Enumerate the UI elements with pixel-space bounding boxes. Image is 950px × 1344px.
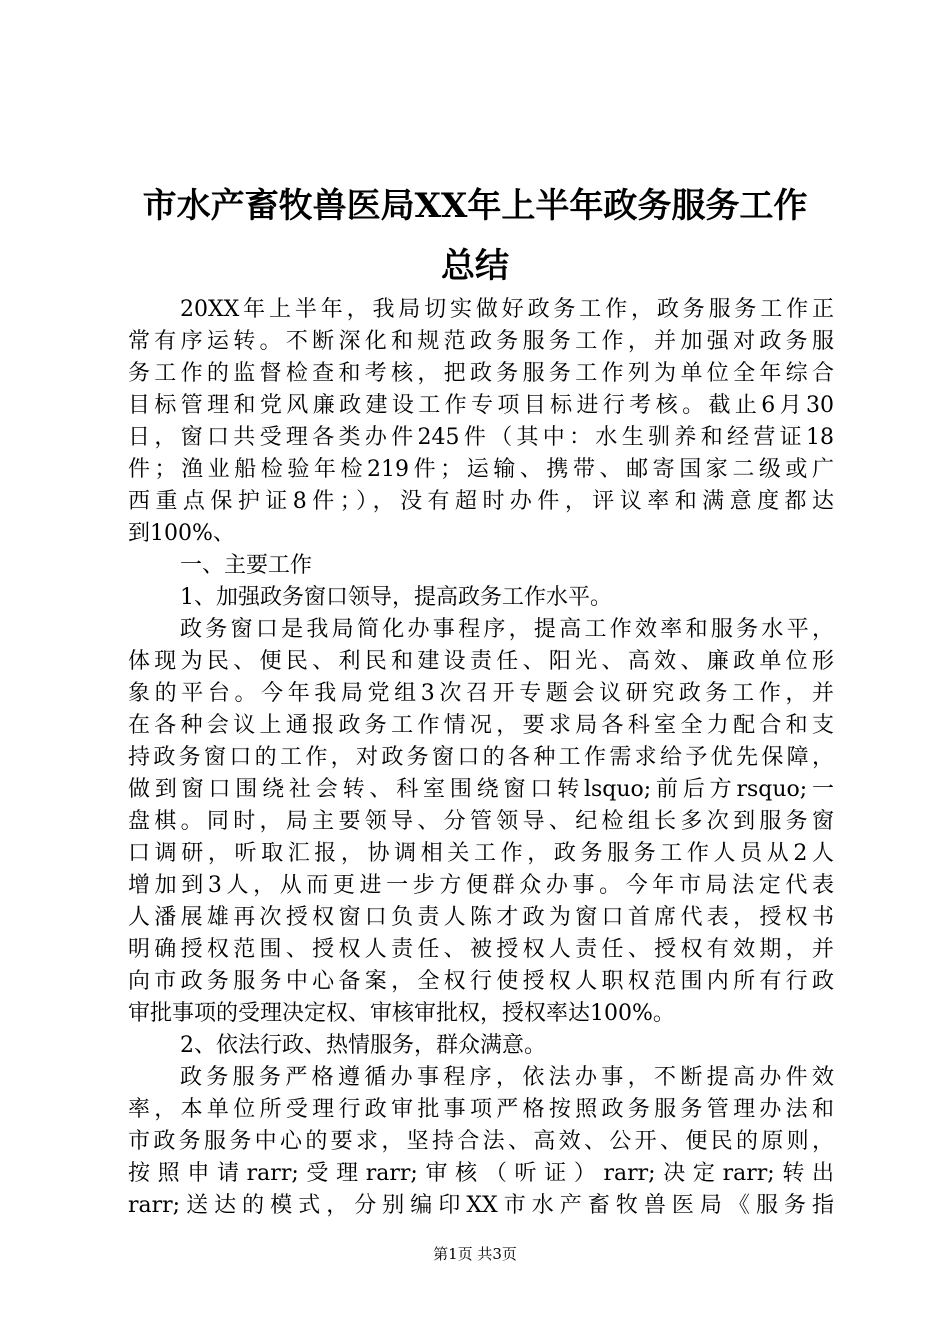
body-line: 向市政务服务中心备案，全权行使授权人职权范围内所有行政 [128, 969, 834, 994]
body-line: 件；渔业船检验年检219件；运输、携带、邮寄国家二级或广 [128, 457, 834, 482]
body-line: 明确授权范围、授权人责任、被授权人责任、授权有效期，并 [128, 937, 834, 962]
body-line: 目标管理和党风廉政建设工作专项目标进行考核。截止6月30 [128, 393, 834, 418]
body-line: 西重点保护证8件；），没有超时办件，评议率和满意度都达 [128, 489, 834, 514]
document-title-line-2: 总结 [441, 246, 509, 286]
body-line: 盘棋。同时，局主要领导、分管领导、纪检组长多次到服务窗 [128, 809, 834, 834]
body-line: 口调研，听取汇报，协调相关工作，政务服务工作人员从2人 [128, 841, 834, 866]
document-title-line-1: 市水产畜牧兽医局XX年上半年政务服务工作 [142, 186, 808, 226]
subsection-heading: 2、依法行政、热情服务，群众满意。 [180, 1033, 546, 1058]
body-line: 20XX年上半年，我局切实做好政务工作，政务服务工作正 [180, 297, 834, 322]
body-line: rarr;送达的模式，分别编印XX市水产畜牧兽医局《服务指 [128, 1193, 834, 1218]
section-heading: 一、主要工作 [180, 553, 313, 578]
body-line: 率，本单位所受理行政审批事项严格按照政务服务管理办法和 [128, 1097, 834, 1122]
body-line: 按照申请rarr;受理rarr;审核（听证）rarr;决定rarr;转出 [128, 1161, 834, 1186]
body-line: 在各种会议上通报政务工作情况，要求局各科室全力配合和支 [128, 713, 834, 738]
document-body [128, 294, 834, 1222]
body-line: 日，窗口共受理各类办件245件（其中：水生驯养和经营证18 [128, 425, 834, 450]
subsection-heading: 1、加强政务窗口领导，提高政务工作水平。 [180, 585, 612, 610]
body-line: 体现为民、便民、利民和建设责任、阳光、高效、廉政单位形 [128, 649, 834, 674]
body-line: 审批事项的受理决定权、审核审批权，授权率达100%。 [128, 1001, 675, 1026]
body-line: 市政务服务中心的要求，坚持合法、高效、公开、便民的原则， [128, 1129, 834, 1154]
body-line: 常有序运转。不断深化和规范政务服务工作，并加强对政务服 [128, 329, 834, 354]
body-line: 政务窗口是我局简化办事程序，提高工作效率和服务水平， [180, 617, 834, 642]
body-line: 持政务窗口的工作，对政务窗口的各种工作需求给予优先保障， [128, 745, 834, 770]
body-line: 到100%、 [128, 521, 235, 546]
body-line: 人潘展雄再次授权窗口负责人陈才政为窗口首席代表，授权书 [128, 905, 834, 930]
body-line: 政务服务严格遵循办事程序，依法办事，不断提高办件效 [180, 1065, 834, 1090]
body-line: 务工作的监督检查和考核，把政务服务工作列为单位全年综合 [128, 361, 834, 386]
page-number-footer: 第1页 共3页 [433, 1245, 517, 1263]
body-line: 做到窗口围绕社会转、科室围绕窗口转lsquo;前后方rsquo;一 [128, 777, 834, 802]
body-line: 象的平台。今年我局党组3次召开专题会议研究政务工作，并 [128, 681, 834, 706]
body-line: 增加到3人，从而更进一步方便群众办事。今年市局法定代表 [128, 873, 834, 898]
